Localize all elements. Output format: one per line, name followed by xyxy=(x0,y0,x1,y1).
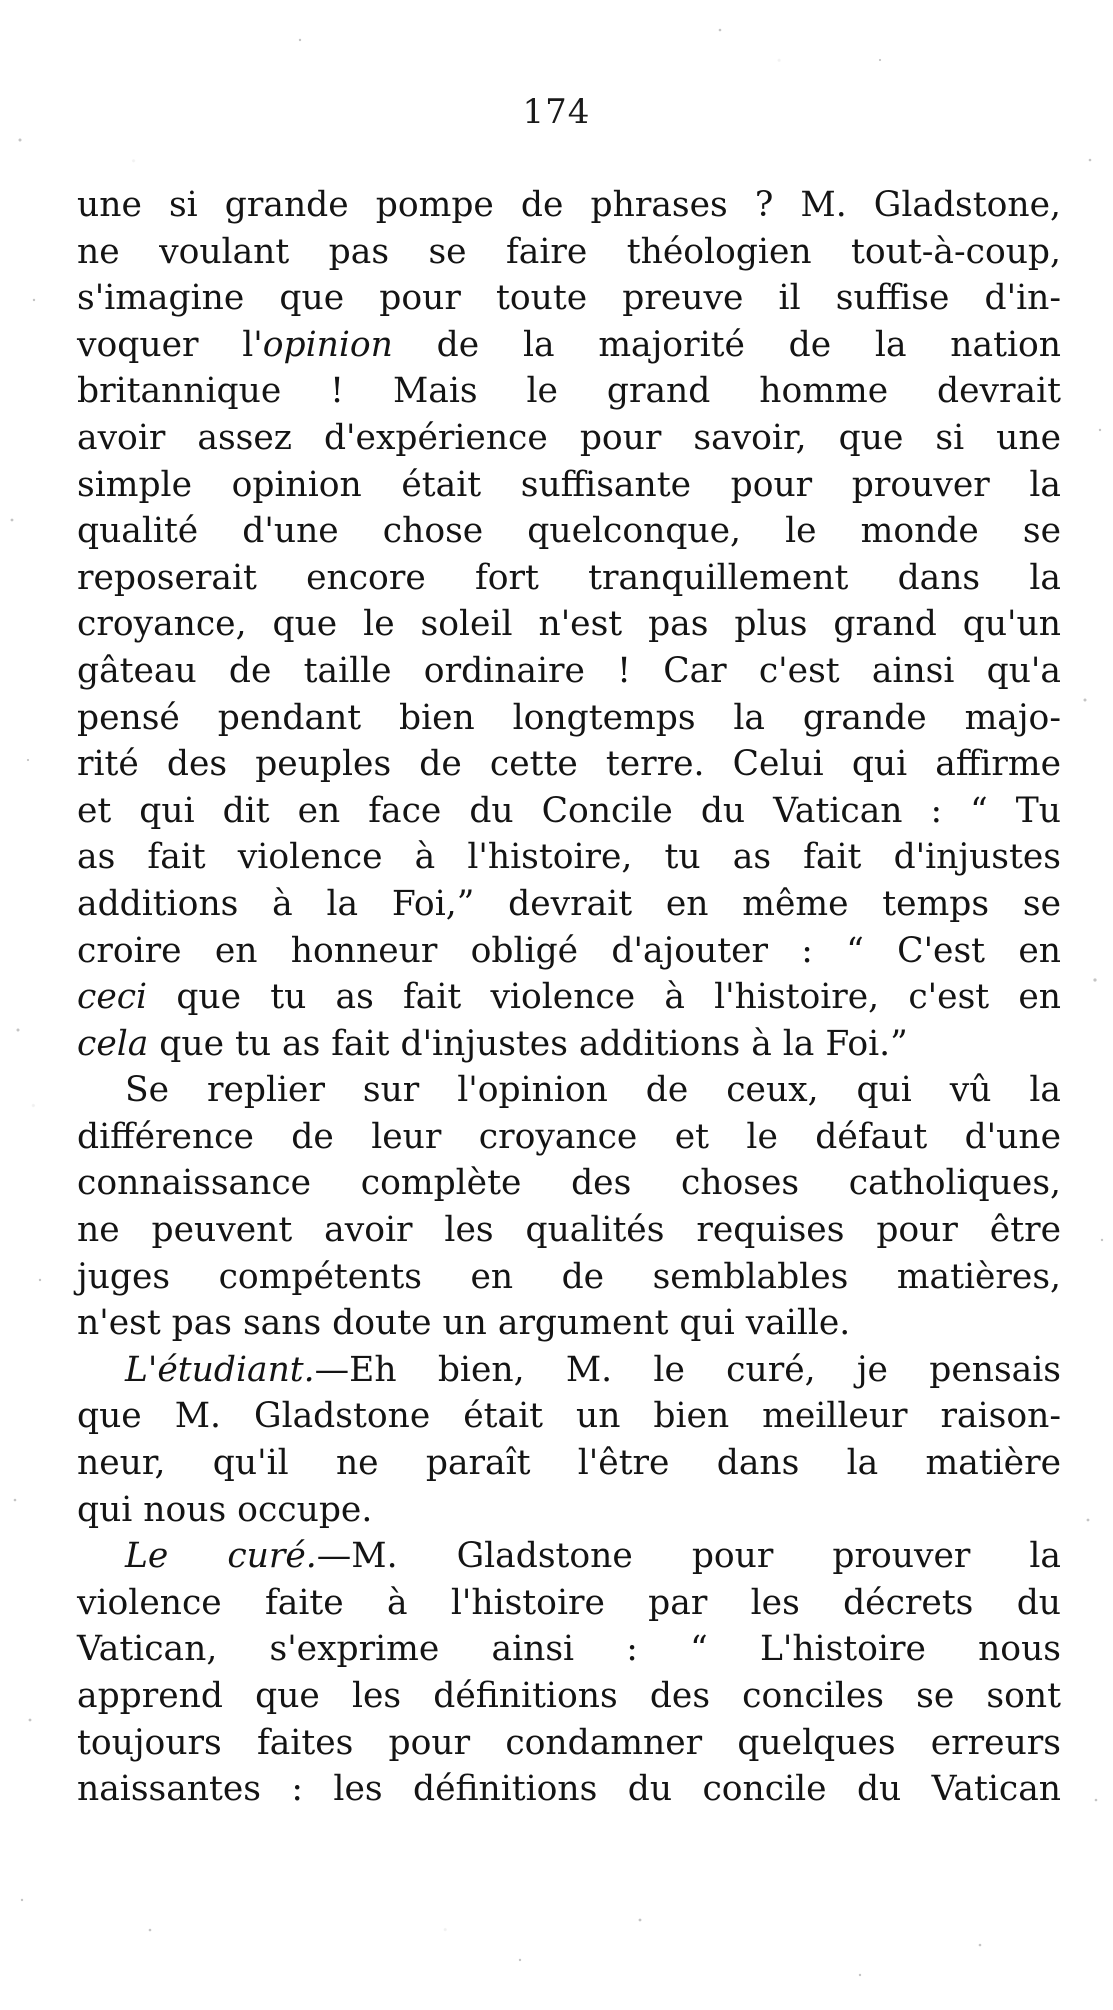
text-line: ne voulant pas se faire théologien tout-à-coup, xyxy=(77,231,1061,272)
italic-text: cela xyxy=(77,1023,149,1064)
italic-text: opinion xyxy=(262,324,393,365)
text-line: et qui dit en face du Concile du Vatican : “ Tu xyxy=(77,790,1061,831)
line-text: —Eh bien, M. le curé, je pensais xyxy=(314,1349,1061,1390)
text-line: connaissance complète des choses catholiques, xyxy=(77,1163,1061,1204)
text-line xyxy=(77,1021,1061,1068)
text-line: reposerait encore fort tranquillement dans la xyxy=(77,557,1061,598)
text-line: neur, qu'il ne paraît l'être dans la matière xyxy=(77,1443,1061,1484)
italic-text: L'étudiant. xyxy=(125,1349,315,1390)
line-text: voquer l' xyxy=(77,324,263,365)
line-text: que tu as fait d'injustes additions à la Foi.” xyxy=(148,1023,908,1064)
text-line: naissantes : les définitions du concile du Vatican xyxy=(77,1769,1061,1810)
text-line: une si grande pompe de phrases ? M. Gladstone, xyxy=(77,185,1061,225)
text-line: pensé pendant bien longtemps la grande majo- xyxy=(77,697,1061,738)
text-line: violence faite à l'histoire par les décrets du xyxy=(77,1582,1061,1623)
line-text: que tu as fait violence à l'histoire, c'est en xyxy=(147,977,1061,1018)
text-line: apprend que les définitions des conciles se sont xyxy=(77,1676,1061,1716)
text-line: n'est pas sans doute un argument qui vaille. xyxy=(77,1303,851,1344)
text-line: as fait violence à l'histoire, tu as fait d'injustes xyxy=(77,837,1061,878)
text-line: croire en honneur obligé d'ajouter : “ C'est en xyxy=(77,930,1061,971)
text-line: additions à la Foi,” devrait en même temps se xyxy=(77,883,1061,924)
text-line: simple opinion était suffisante pour prouver la xyxy=(77,464,1061,505)
text-line xyxy=(77,1533,1061,1580)
text-line: croyance, que le soleil n'est pas plus grand qu'un xyxy=(77,604,1061,645)
text-line: avoir assez d'expérience pour savoir, que si une xyxy=(77,417,1061,458)
text-line: juges compétents en de semblables matières, xyxy=(77,1256,1061,1297)
text-line: différence de leur croyance et le défaut d'une xyxy=(77,1116,1061,1157)
text-line: qui nous occupe. xyxy=(77,1489,373,1530)
page-number: 174 xyxy=(522,92,591,132)
text-line: gâteau de taille ordinaire ! Car c'est ainsi qu'a xyxy=(77,650,1061,691)
text-line: qualité d'une chose quelconque, le monde se xyxy=(77,511,1061,552)
text-line: Se replier sur l'opinion de ceux, qui vû la xyxy=(125,1070,1061,1111)
line-text: —M. Gladstone pour prouver la xyxy=(316,1536,1061,1577)
body-text xyxy=(77,182,1061,1813)
text-line: que M. Gladstone était un bien meilleur raison- xyxy=(77,1396,1061,1437)
text-line xyxy=(77,1347,1061,1394)
line-text: de la majorité de la nation xyxy=(392,324,1061,365)
italic-text: ceci xyxy=(77,977,148,1018)
text-line xyxy=(77,974,1061,1021)
italic-text: Le curé. xyxy=(125,1536,317,1577)
text-line: toujours faites pour condamner quelques erreurs xyxy=(77,1722,1061,1763)
text-line: ne peuvent avoir les qualités requises pour être xyxy=(77,1210,1061,1251)
text-line xyxy=(77,322,1061,369)
text-line: Vatican, s'exprime ainsi : “ L'histoire nous xyxy=(77,1629,1061,1670)
text-line: britannique ! Mais le grand homme devrait xyxy=(77,371,1061,412)
text-line: rité des peuples de cette terre. Celui qui affirme xyxy=(77,744,1061,785)
text-line: s'imagine que pour toute preuve il suffise d'in- xyxy=(77,278,1061,319)
